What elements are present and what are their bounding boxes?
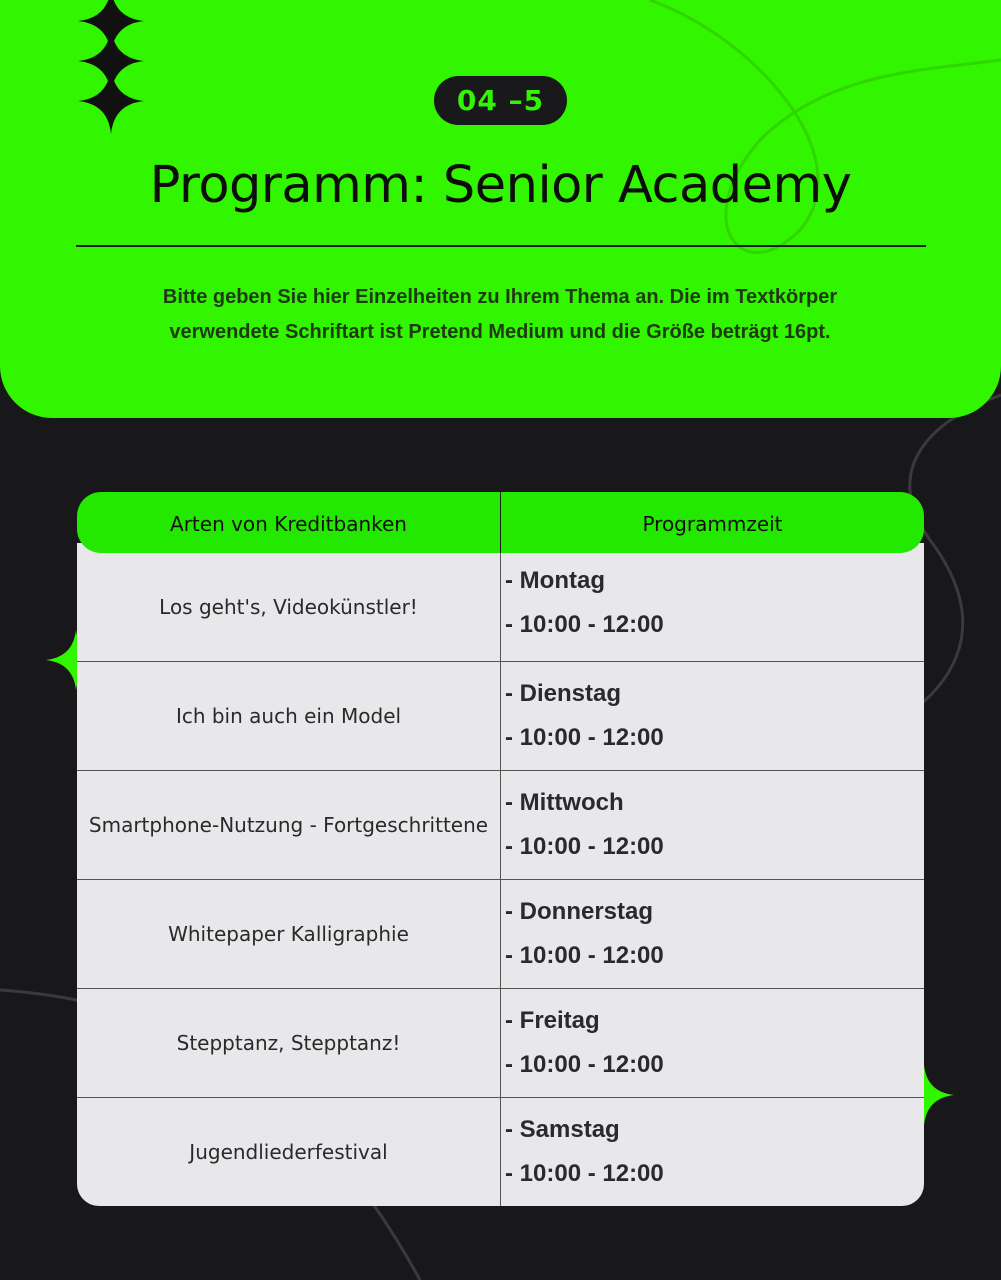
day-label: - Donnerstag: [505, 898, 654, 925]
page-title: Programm: Senior Academy: [149, 156, 852, 215]
table-body: [77, 543, 924, 1206]
activity-cell: Whitepaper Kalligraphie: [77, 880, 501, 988]
day-label: - Montag: [505, 567, 605, 594]
time-label: - 10:00 - 12:00: [505, 611, 664, 638]
time-label: - 10:00 - 12:00: [505, 1160, 664, 1187]
table-row: [77, 543, 924, 662]
time-label: - 10:00 - 12:00: [505, 942, 664, 969]
time-label: - 10:00 - 12:00: [505, 1051, 664, 1078]
column-header-time: Programmzeit: [642, 511, 783, 536]
table-row: [77, 662, 924, 771]
schedule-table: [77, 492, 924, 1206]
activity-cell: Jugendliederfestival: [77, 1098, 501, 1206]
time-cell: [501, 771, 924, 879]
time-cell: [501, 880, 924, 988]
section-number-badge: 04 –5: [434, 76, 567, 125]
four-point-star-icon: [78, 0, 144, 134]
column-header-activity: Arten von Kreditbanken: [77, 492, 501, 553]
day-label: - Mittwoch: [505, 789, 624, 816]
time-cell: [501, 662, 924, 770]
time-cell: [501, 989, 924, 1097]
activity-cell: Los geht's, Videokünstler!: [77, 543, 501, 661]
time-label: - 10:00 - 12:00: [505, 833, 664, 860]
activity-cell: Stepptanz, Stepptanz!: [77, 989, 501, 1097]
intro-text: [110, 280, 890, 350]
header-panel: [0, 0, 1001, 418]
day-label: - Samstag: [505, 1116, 620, 1143]
time-label: - 10:00 - 12:00: [505, 724, 664, 751]
table-header: [77, 492, 924, 553]
intro-line: Bitte geben Sie hier Einzelheiten zu Ihrem Thema an. Die im Textkörper: [162, 286, 838, 308]
table-row: [77, 771, 924, 880]
day-label: - Freitag: [505, 1007, 600, 1034]
day-label: - Dienstag: [505, 680, 622, 707]
title-divider: [76, 245, 926, 247]
time-cell: [501, 543, 924, 661]
table-row: [77, 880, 924, 989]
table-row: [77, 989, 924, 1098]
activity-cell: Ich bin auch ein Model: [77, 662, 501, 770]
table-row: [77, 1098, 924, 1206]
intro-line: verwendete Schriftart ist Pretend Medium und die Größe beträgt 16pt.: [169, 321, 831, 343]
activity-cell: Smartphone-Nutzung - Fortgeschrittene: [77, 771, 501, 879]
time-cell: [501, 1098, 924, 1206]
